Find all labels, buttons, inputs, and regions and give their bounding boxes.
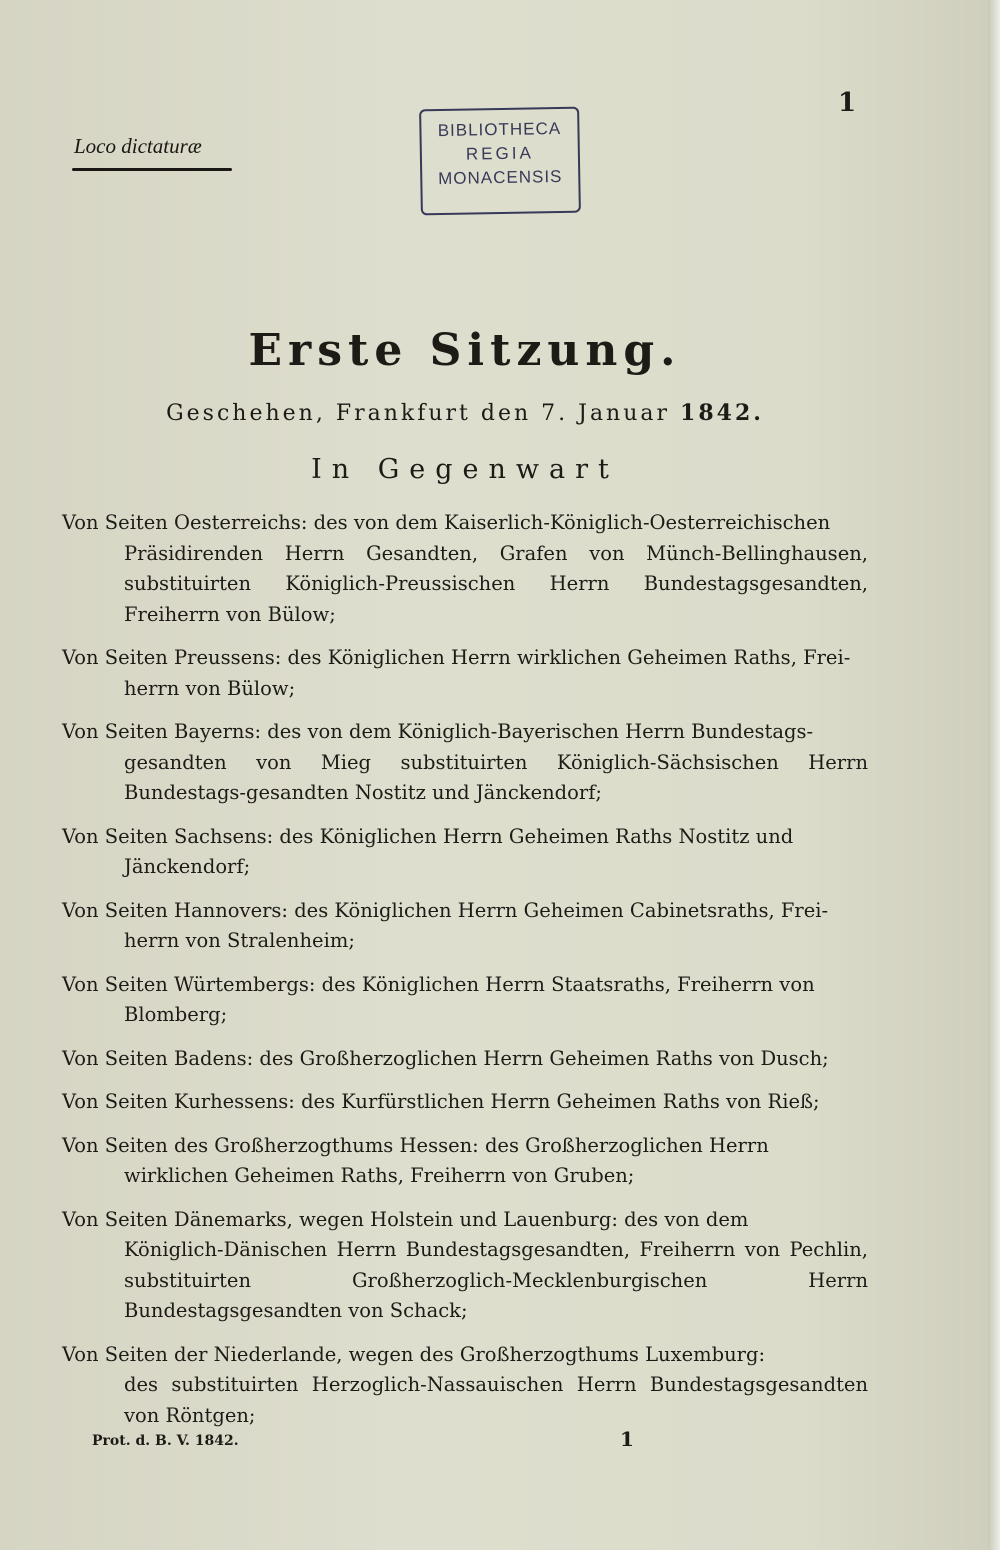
margin-note-rule: [72, 168, 232, 171]
entry-first-line: Von Seiten Kurhessens: des Kurfürstlichen Herrn Geheimen Raths von Rieß;: [62, 1090, 820, 1113]
attendance-entry: [62, 1131, 868, 1192]
entry-first-line: Von Seiten Dänemarks, wegen Holstein und Lauenburg: des von dem: [62, 1207, 749, 1231]
entry-first-line: Von Seiten des Großherzogthums Hessen: des Großherzoglichen Herrn: [62, 1133, 769, 1157]
footer-sheet-number: 1: [620, 1427, 634, 1451]
dateline-year: 1842.: [680, 400, 764, 426]
entry-continuation: Königlich-Dänischen Herrn Bundestagsgesandten, Freiherrn von Pechlin, substituirten Großherzoglich-Mecklenburgischen Herrn Bundestagsgesandten von Schack;: [124, 1238, 868, 1322]
attendance-entry: [62, 822, 868, 883]
attendance-entry: [62, 896, 868, 957]
entry-continuation: Präsidirenden Herrn Gesandten, Grafen von Münch-Bellinghausen, substituirten Königlich-Preussischen Herrn Bundestagsgesandten, Freiherrn von Bülow;: [124, 541, 868, 626]
entry-continuation: wirklichen Geheimen Raths, Freiherrn von Gruben;: [124, 1164, 635, 1187]
attendance-entry: [62, 717, 868, 809]
entry-continuation: herrn von Bülow;: [124, 676, 296, 700]
attendance-entry: [62, 970, 868, 1031]
attendance-entry: [62, 1340, 868, 1432]
stamp-line: MONACENSIS: [437, 166, 563, 189]
attendance-entry: [62, 643, 868, 704]
attendance-entry: [62, 1044, 868, 1075]
attendance-list: [62, 508, 868, 1444]
footer-signature: Prot. d. B. V. 1842.: [92, 1433, 239, 1449]
dateline: [0, 400, 930, 426]
entry-continuation: Jänckendorf;: [124, 855, 251, 878]
page-number: 1: [838, 88, 857, 118]
session-title: Erste Sitzung.: [248, 325, 682, 376]
entry-first-line: Von Seiten Würtembergs: des Königlichen Herrn Staatsraths, Freiherrn von: [62, 972, 815, 996]
stamp-line: BIBLIOTHECA: [437, 118, 562, 141]
entry-first-line: Von Seiten Hannovers: des Königlichen Herrn Geheimen Cabinetsraths, Frei-: [62, 898, 829, 922]
entry-first-line: Von Seiten Sachsens: des Königlichen Herrn Geheimen Raths Nostitz und: [62, 824, 794, 848]
entry-first-line: Von Seiten der Niederlande, wegen des Großherzogthums Luxemburg:: [62, 1342, 766, 1366]
attendance-entry: [62, 1087, 868, 1118]
library-stamp: [419, 107, 581, 216]
entry-continuation: des substituirten Herzoglich-Nassauischen Herrn Bundestagsgesandten von Röntgen;: [124, 1373, 868, 1427]
entry-first-line: Von Seiten Oesterreichs: des von dem Kaiserlich-Königlich-Oesterreichischen: [62, 511, 831, 534]
page-edge: [988, 0, 1000, 1550]
stamp-line: REGIA: [465, 143, 534, 164]
entry-first-line: Von Seiten Badens: des Großherzoglichen Herrn Geheimen Raths von Dusch;: [62, 1046, 829, 1070]
presence-heading: In Gegenwart: [311, 454, 619, 485]
entry-first-line: Von Seiten Preussens: des Königlichen Herrn wirklichen Geheimen Raths, Frei-: [62, 646, 851, 669]
attendance-entry: [62, 1205, 868, 1327]
dateline-text: Geschehen, Frankfurt den 7. Januar: [166, 401, 671, 426]
entry-continuation: Blomberg;: [124, 1003, 228, 1026]
entry-first-line: Von Seiten Bayerns: des von dem Königlich-Bayerischen Herrn Bundestags-: [62, 720, 814, 743]
margin-note: Loco dictaturæ: [74, 134, 202, 158]
entry-continuation: gesandten von Mieg substituirten Königlich-Sächsischen Herrn Bundestags-gesandten Nostitz und Jänckendorf;: [124, 750, 868, 804]
attendance-entry: [62, 508, 868, 630]
entry-continuation: herrn von Stralenheim;: [124, 929, 355, 952]
